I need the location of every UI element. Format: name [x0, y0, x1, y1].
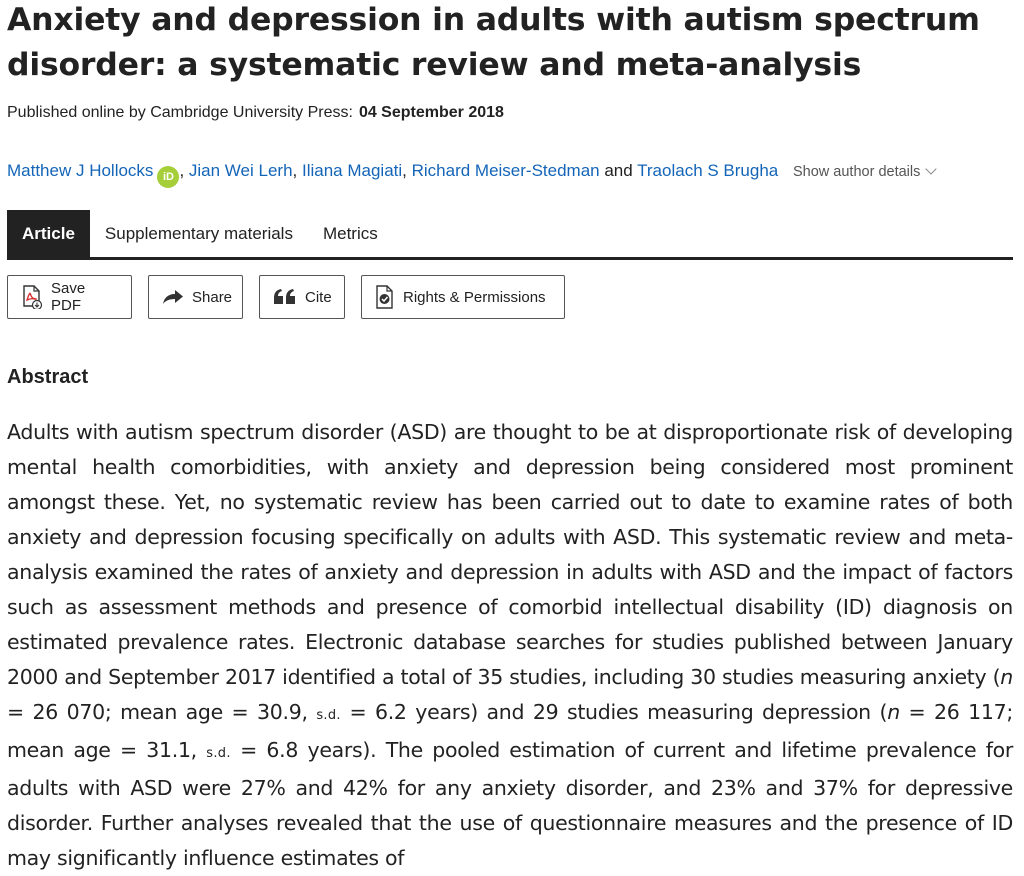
abstract-text	[7, 415, 1013, 876]
abstract-part: Adults with autism spectrum disorder (ASD) are thought to be at disproportionate risk of developing mental health comorbidities, with anxiety and depression being considered most prominent amongst these. Yet, no systematic review has been carried out to date to examine rates of both anxiety and depression focusing specifically on adults with ASD. This systematic review and meta-analysis examined the rates of anxiety and depression in adults with ASD and the impact of factors such as assessment methods and presence of comorbid intellectual disability (ID) diagnosis on estimated prevalence rates. Electronic database searches for studies published between January 2000 and September 2017 identified a total of 35 studies, including 30 studies measuring anxiety (	[7, 420, 1013, 689]
publication-info	[7, 104, 504, 122]
save-pdf-button[interactable]	[7, 275, 132, 319]
abstract-part: = 6.8 years). The pooled estimation of current and lifetime prevalence for adults with ASD were 27% and 42% for any anxiety disorder, and 23% and 37% for depressive disorder. Further analyses revealed that the use of questionnaire measures and the presence of ID may significantly influence estimates of	[7, 738, 1013, 870]
abstract-heading: Abstract	[7, 366, 89, 388]
author-link[interactable]: Matthew J Hollocks	[7, 161, 154, 180]
show-author-details-label: Show author details	[793, 164, 921, 180]
article-tabs	[7, 210, 1013, 260]
article-toolbar	[7, 275, 565, 319]
sample-size-symbol: n	[1000, 665, 1013, 689]
author-separator: ,	[402, 161, 412, 180]
author-separator: and	[599, 161, 638, 180]
tab-supplementary-materials[interactable]: Supplementary materials	[104, 224, 293, 243]
author-separator: ,	[179, 161, 189, 180]
cite-button[interactable]	[259, 275, 345, 319]
permissions-document-icon	[375, 285, 395, 309]
author-link[interactable]: Traolach S Brugha	[637, 161, 779, 180]
sd-abbreviation: s.d.	[206, 746, 231, 761]
orcid-icon[interactable]: iD	[157, 166, 179, 188]
share-icon	[162, 289, 184, 305]
author-list	[7, 161, 1017, 188]
show-author-details-button[interactable]	[793, 164, 935, 180]
rights-permissions-button[interactable]	[361, 275, 565, 319]
pdf-icon	[21, 285, 43, 309]
author-link[interactable]: Jian Wei Lerh	[188, 161, 293, 180]
article-title: Anxiety and depression in adults with autism spectrum disorder: a systematic review and meta-analysis	[7, 2, 980, 83]
chevron-down-icon	[926, 163, 937, 174]
author-separator: ,	[292, 161, 302, 180]
abstract-part: = 6.2 years) and 29 studies measuring depression (	[340, 700, 888, 724]
cite-label: Cite	[305, 288, 332, 306]
save-pdf-label: Save PDF	[51, 280, 86, 314]
share-button[interactable]	[148, 275, 243, 319]
tab-metrics[interactable]: Metrics	[322, 224, 378, 243]
abstract-part: = 26 070; mean age = 30.9,	[7, 700, 317, 724]
author-link[interactable]: Richard Meiser-Stedman	[411, 161, 600, 180]
rights-label: Rights & Permissions	[403, 288, 546, 306]
tab-article[interactable]: Article	[7, 210, 90, 257]
published-date: 04 September 2018	[358, 104, 504, 121]
quote-icon	[273, 289, 297, 305]
share-label: Share	[192, 288, 233, 306]
abstract-part: = 26 117; mean age = 31.1,	[7, 700, 1013, 762]
published-label: Published online by Cambridge University Press:	[7, 104, 353, 121]
sd-abbreviation: s.d.	[316, 708, 341, 723]
sample-size-symbol: n	[887, 700, 900, 724]
author-link[interactable]: Iliana Magiati	[301, 161, 403, 180]
